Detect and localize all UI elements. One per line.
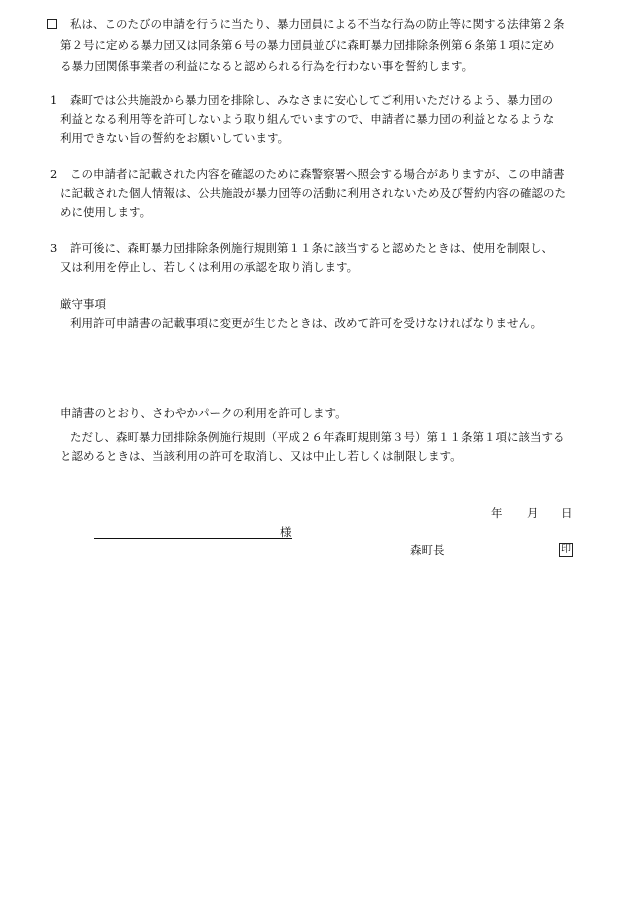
permission-line-1: 申請書のとおり、さわやかパークの利用を許可します。 [60,406,347,420]
item-number: 3 [50,241,58,255]
pledge-line-1: 私は、このたびの申請を行うに当たり、暴力団員による不当な行為の防止等に関する法律第２条 [70,17,565,31]
item-number: 2 [50,167,58,181]
item-line: めに使用します。 [60,205,152,219]
date-day: 日 [561,506,573,520]
permission-line-3: と認めるときは、当該利用の許可を取消し、又は中止し若しくは制限します。 [60,449,462,463]
pledge-line-2: 第２号に定める暴力団又は同条第６号の暴力団員並びに森町暴力団排除条例第６条第１項に定め [60,38,555,52]
item-line: 利益となる利用等を許可しないよう取り組んでいますので、申請者に暴力団の利益となるような [60,112,555,126]
item-number: 1 [50,93,58,107]
item-line: 許可後に、森町暴力団排除条例施行規則第１１条に該当すると認めたときは、使用を制限し、 [70,241,553,255]
date-year: 年 [491,506,503,520]
pledge-checkbox[interactable] [47,19,57,29]
addressee-honorific: 様 [280,525,292,539]
item-line: に記載された個人情報は、公共施設が暴力団等の活動に利用されないため及び誓約内容の確認のた [60,186,566,200]
compliance-text: 利用許可申請書の記載事項に変更が生じたときは、改めて許可を受けなければなりません。 [70,316,543,330]
seal-stamp: 印 [561,544,571,555]
item-line: 森町では公共施設から暴力団を排除し、みなさまに安心してご利用いただけるよう、暴力団の [70,93,553,107]
addressee-name-line[interactable] [94,538,292,539]
item-line: 利用できない旨の誓約をお願いしています。 [60,131,290,145]
date-month: 月 [527,506,539,520]
item-line: この申請者に記載された内容を確認のために森警察署へ照会する場合がありますが、この申請書 [70,167,565,181]
item-line: 又は利用を停止し、若しくは利用の承認を取り消します。 [60,260,359,274]
compliance-heading: 厳守事項 [60,297,106,311]
permission-line-2: ただし、森町暴力団排除条例施行規則（平成２６年森町規則第３号）第１１条第１項に該当する [70,430,565,444]
signer-title: 森町長 [410,543,445,557]
pledge-line-3: る暴力団関係事業者の利益になると認められる行為を行わない事を誓約します。 [60,59,474,73]
